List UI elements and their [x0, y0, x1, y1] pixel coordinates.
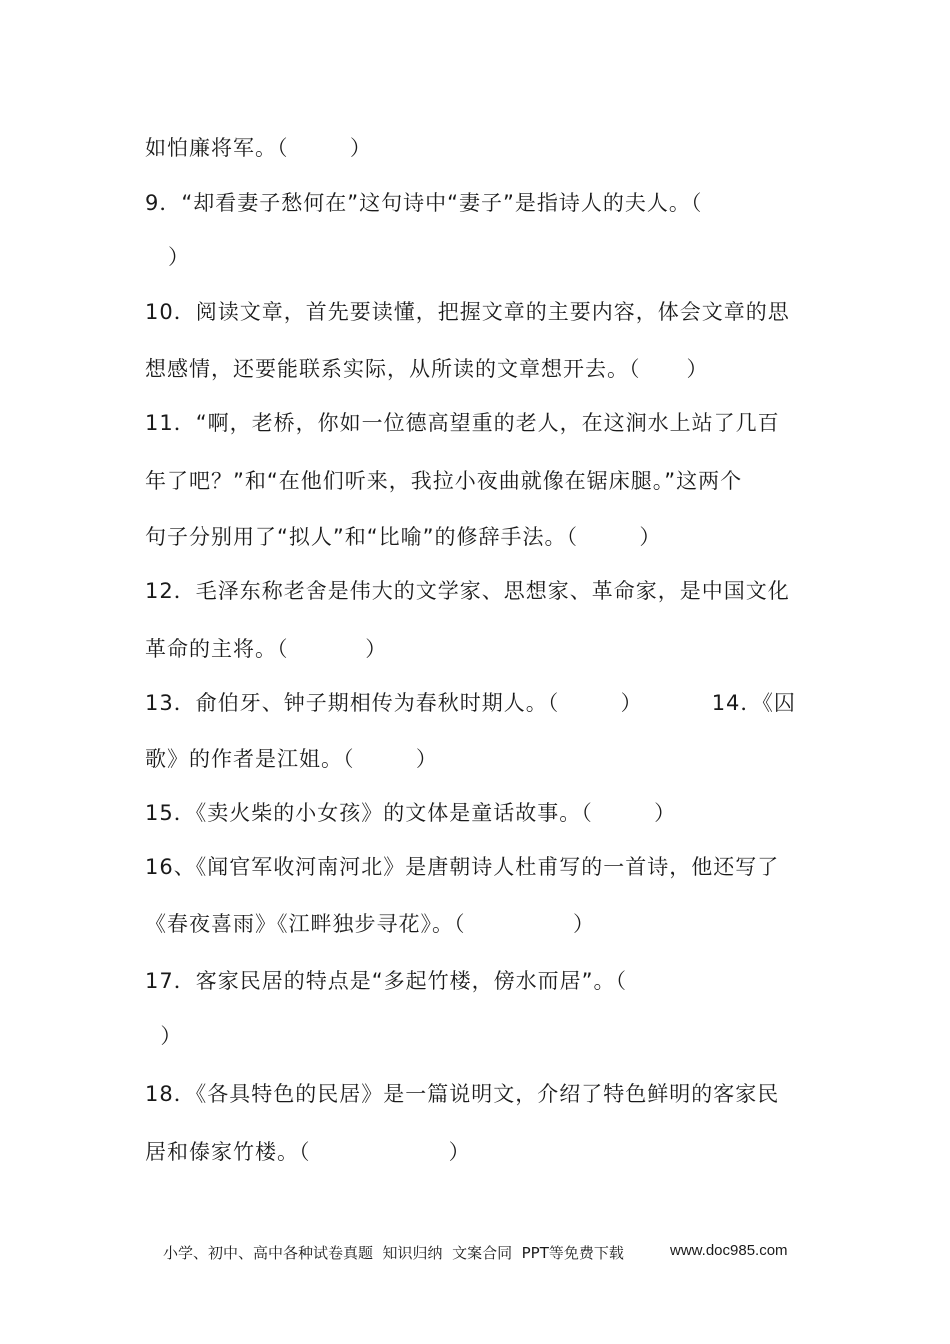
- text-line: 9．“却看妻子愁何在”这句诗中“妻子”是指诗人的夫人。（: [145, 191, 703, 215]
- text-line: 13．俞伯牙、钟子期相传为春秋时期人。（ ） 14．《囚: [145, 691, 796, 715]
- text-line: 17．客家民居的特点是“多起竹楼，傍水而居”。（: [145, 969, 627, 993]
- text-line: ）: [145, 245, 191, 269]
- footer-text: 小学、初中、高中各种试卷真题 知识归纳 文案合同 PPT等免费下载: [163, 1244, 624, 1262]
- text-line: 年了吧？”和“在他们听来，我拉小夜曲就像在锯床腿。”这两个: [145, 469, 743, 493]
- text-line: 想感情，还要能联系实际，从所读的文章想开去。（ ）: [145, 357, 709, 381]
- footer-site-link[interactable]: www.doc985.com: [670, 1242, 788, 1259]
- text-line: 革命的主将。（ ）: [145, 637, 388, 661]
- text-line: ）: [145, 1024, 183, 1048]
- text-line: 18．《各具特色的民居》是一篇说明文，介绍了特色鲜明的客家民: [145, 1082, 780, 1106]
- text-line: 16、《闻官军收河南河北》是唐朝诗人杜甫写的一首诗，他还写了: [145, 855, 780, 879]
- text-line: 《春夜喜雨》《江畔独步寻花》。（ ）: [145, 912, 595, 936]
- text-line: 10．阅读文章，首先要读懂，把握文章的主要内容，体会文章的思: [145, 300, 790, 324]
- text-line: 12．毛泽东称老舍是伟大的文学家、思想家、革命家，是中国文化: [145, 579, 790, 603]
- text-line: 如怕廉将军。（ ）: [145, 136, 372, 160]
- text-line: 居和傣家竹楼。（ ）: [145, 1140, 471, 1164]
- text-line: 15．《卖火柴的小女孩》的文体是童话故事。（ ）: [145, 801, 677, 825]
- text-line: 句子分别用了“拟人”和“比喻”的修辞手法。（ ）: [145, 525, 662, 549]
- text-line: 歌》的作者是江姐。（ ）: [145, 747, 438, 771]
- text-line: 11．“啊，老桥，你如一位德高望重的老人，在这涧水上站了几百: [145, 411, 780, 435]
